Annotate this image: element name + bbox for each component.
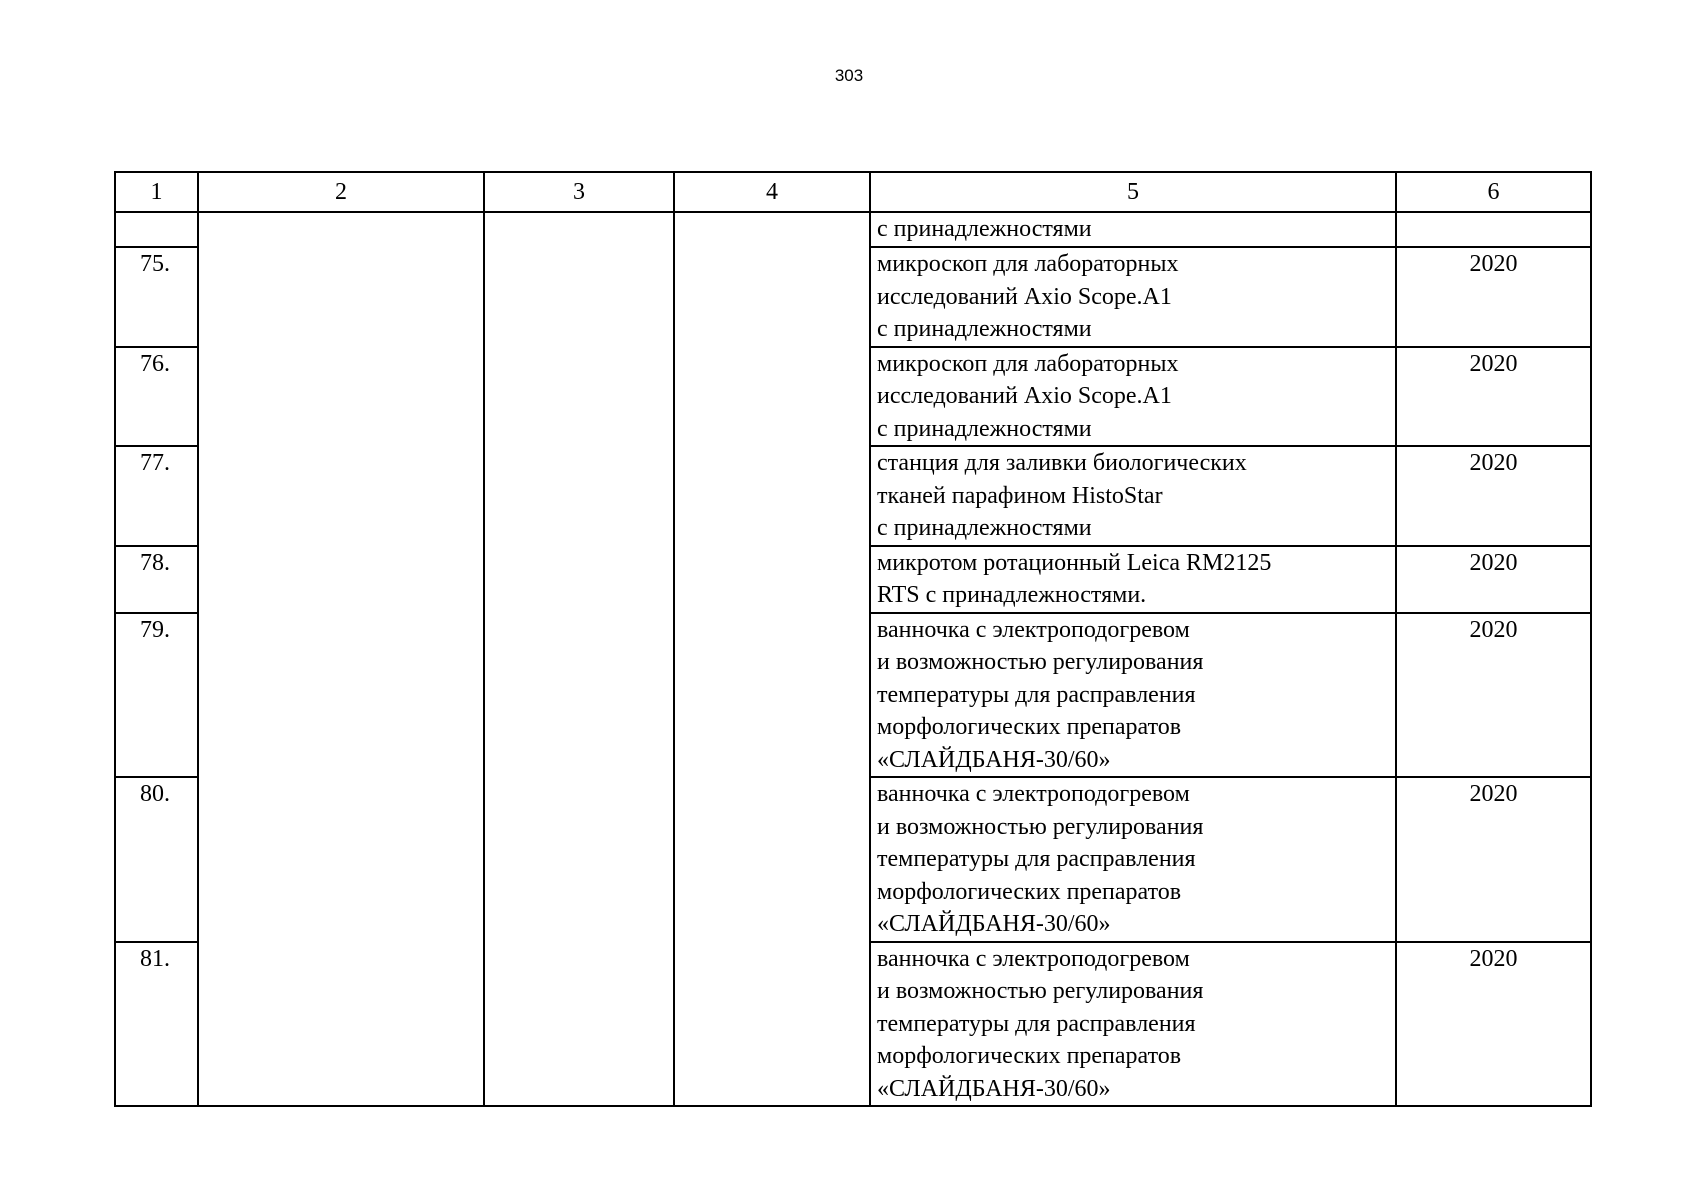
merged-cell-col-2 — [198, 212, 484, 1106]
equipment-description: ванночка с электроподогревом и возможностью регулирования температуры для расправления морфологических препаратов «СЛАЙДБАНЯ-30/60» — [870, 613, 1396, 778]
equipment-table — [114, 171, 1592, 1107]
year-cell: 2020 — [1396, 446, 1591, 546]
equipment-description: ванночка с электроподогревом и возможностью регулирования температуры для расправления морфологических препаратов «СЛАЙДБАНЯ-30/60» — [870, 942, 1396, 1107]
equipment-description: микроскоп для лабораторных исследований Axio Scope.A1 с принадлежностями — [870, 247, 1396, 347]
row-number: 78. — [115, 546, 198, 613]
year-cell: 2020 — [1396, 546, 1591, 613]
merged-cell-col-3 — [484, 212, 674, 1106]
continuation-row — [115, 212, 1591, 247]
row-number: 77. — [115, 446, 198, 546]
equipment-description: ванночка с электроподогревом и возможностью регулирования температуры для расправления морфологических препаратов «СЛАЙДБАНЯ-30/60» — [870, 777, 1396, 942]
equipment-description: микроскоп для лабораторных исследований Axio Scope.A1 с принадлежностями — [870, 347, 1396, 447]
page-number: 303 — [834, 66, 864, 85]
equipment-description: микротом ротационный Leica RM2125 RTS с принадлежностями. — [870, 546, 1396, 613]
header-cell-6: 6 — [1396, 172, 1591, 212]
year-cell — [1396, 212, 1591, 247]
row-number: 81. — [115, 942, 198, 1107]
header-cell-5: 5 — [870, 172, 1396, 212]
header-row — [115, 172, 1591, 212]
header-cell-2: 2 — [198, 172, 484, 212]
year-cell: 2020 — [1396, 247, 1591, 347]
row-number: 80. — [115, 777, 198, 942]
header-cell-3: 3 — [484, 172, 674, 212]
row-number — [115, 212, 198, 247]
merged-cell-col-4 — [674, 212, 870, 1106]
row-number: 79. — [115, 613, 198, 778]
row-number: 76. — [115, 347, 198, 447]
equipment-description: станция для заливки биологических тканей парафином HistoStar с принадлежностями — [870, 446, 1396, 546]
year-cell: 2020 — [1396, 777, 1591, 942]
header-cell-1: 1 — [115, 172, 198, 212]
row-number: 75. — [115, 247, 198, 347]
year-cell: 2020 — [1396, 613, 1591, 778]
year-cell: 2020 — [1396, 942, 1591, 1107]
year-cell: 2020 — [1396, 347, 1591, 447]
header-cell-4: 4 — [674, 172, 870, 212]
equipment-description: с принадлежностями — [870, 212, 1396, 247]
